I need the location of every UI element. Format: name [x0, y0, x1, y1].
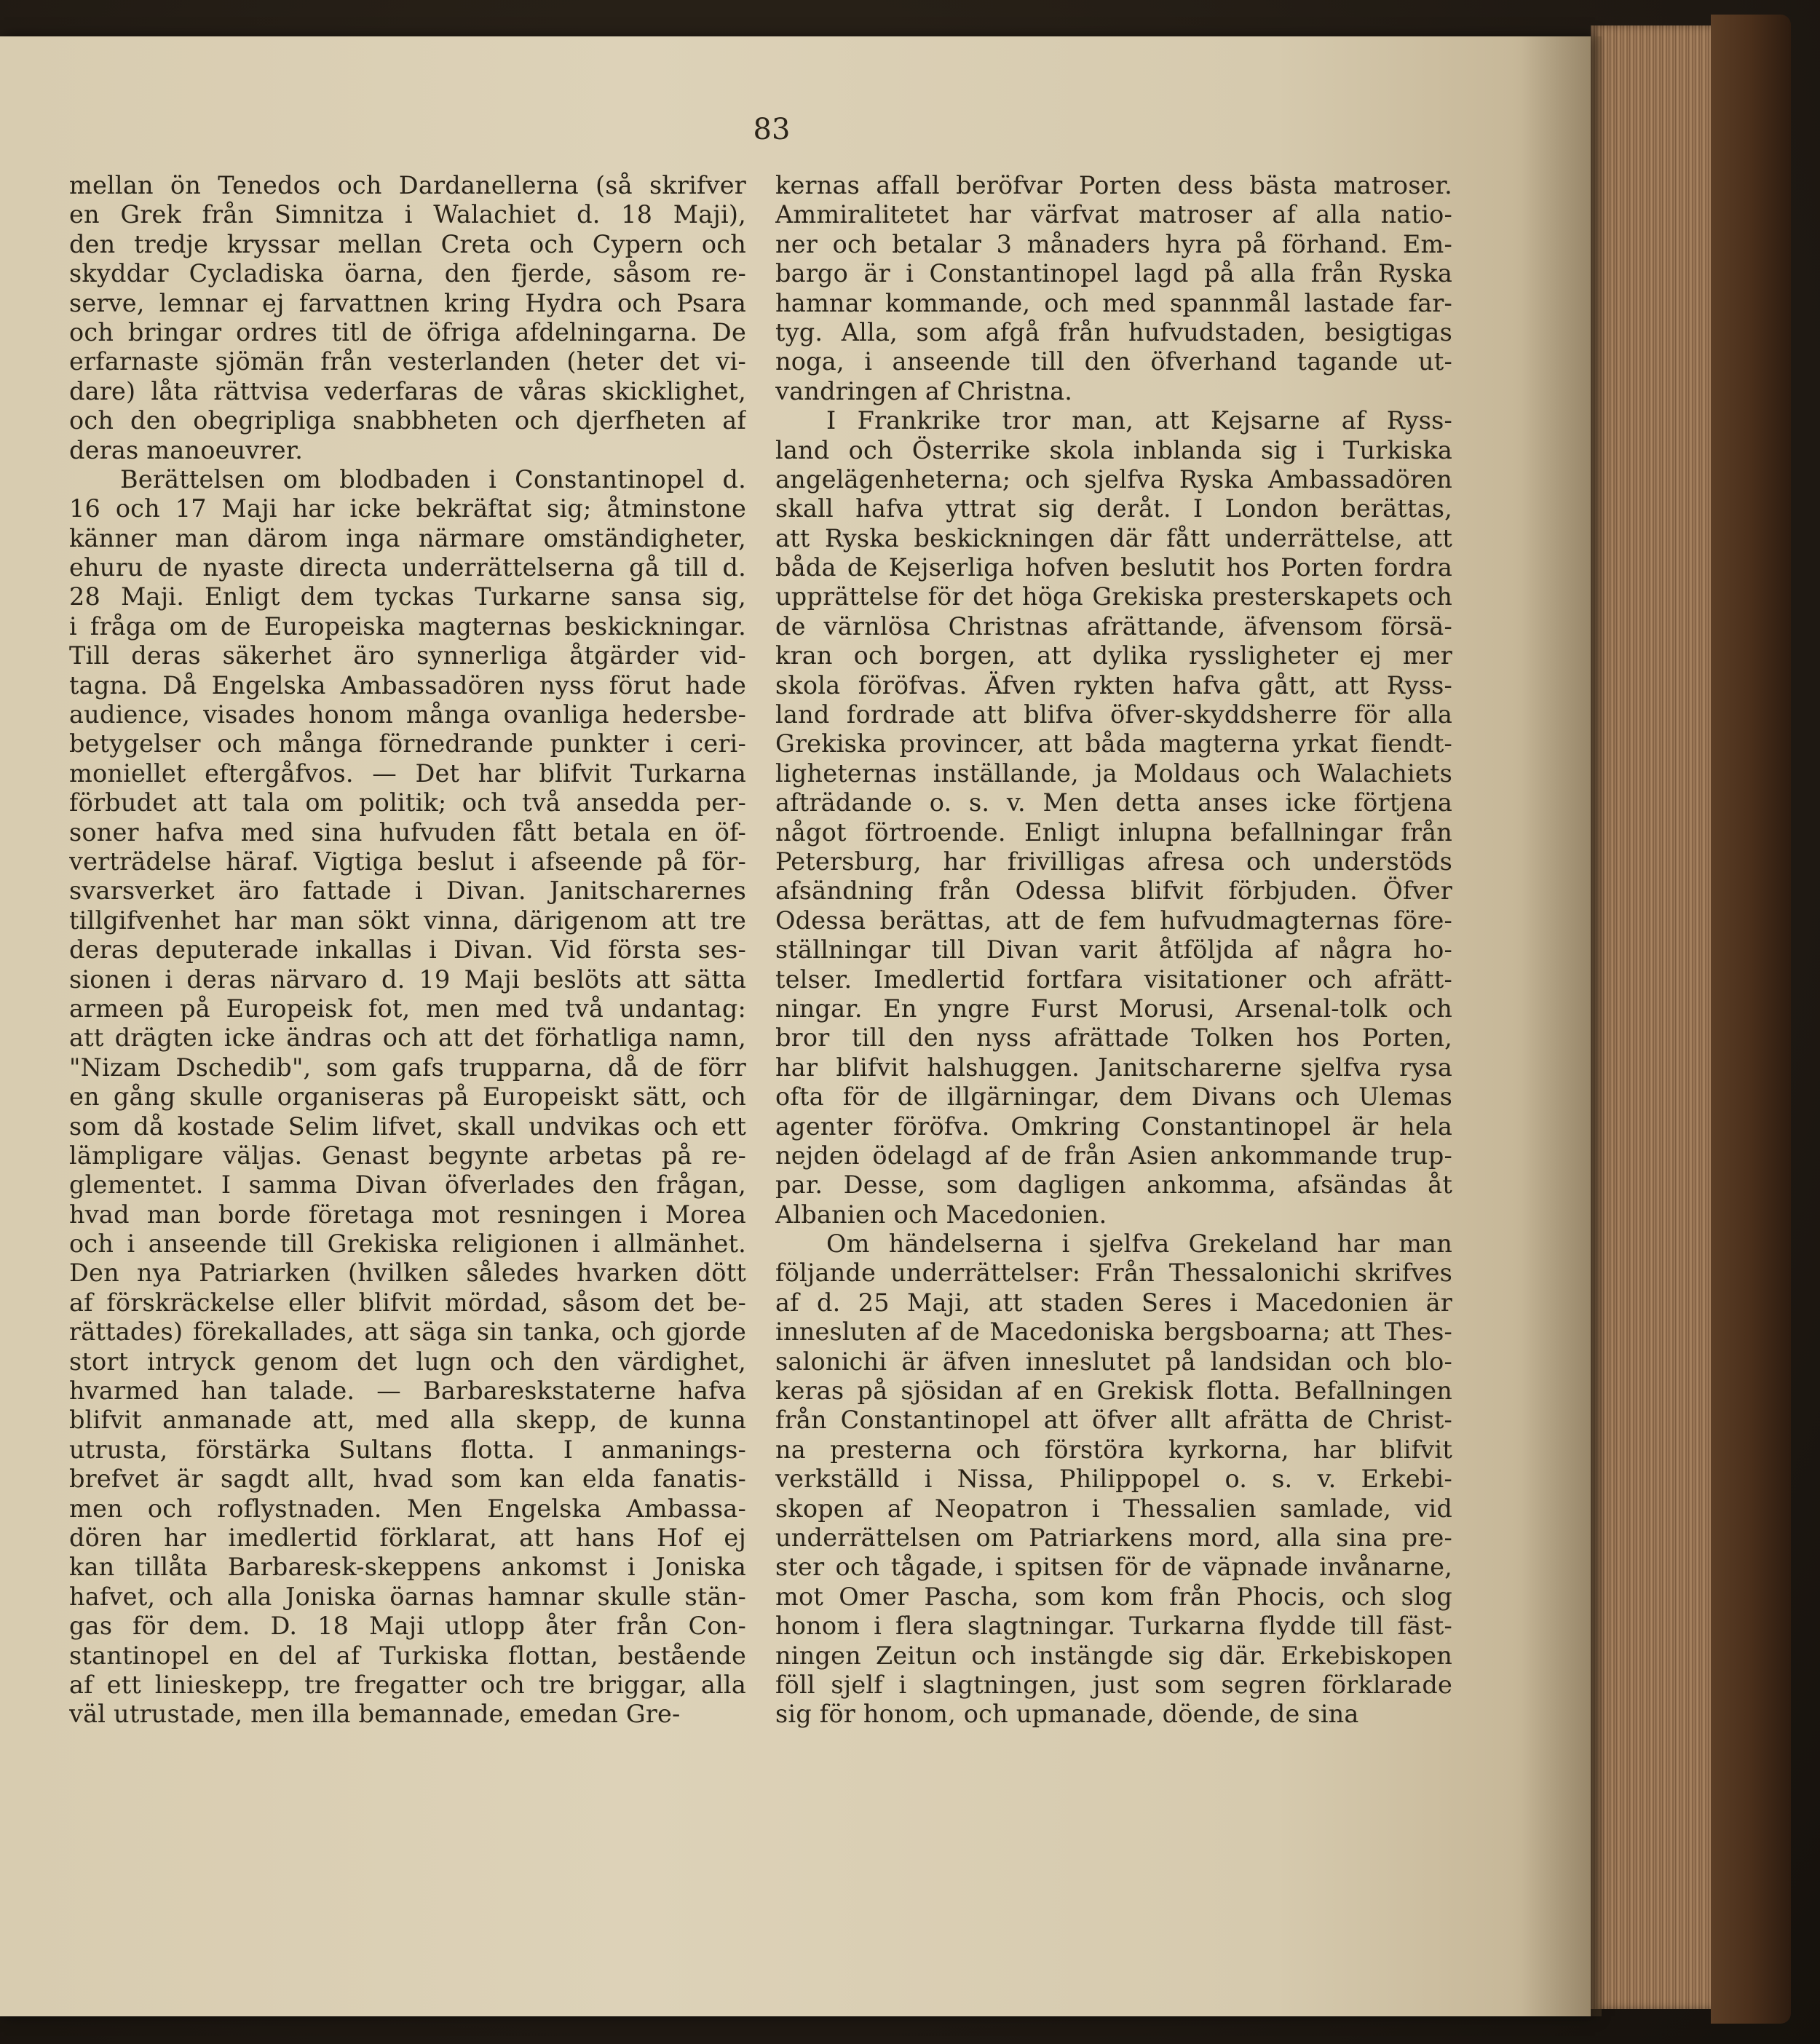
- text-line: tagna. Då Engelska Ambassadören nyss förut hade: [69, 670, 746, 700]
- text-line: upprättelse för det höga Grekiska presterskapets och: [775, 582, 1452, 611]
- text-line: armeen på Europeisk fot, men med två undantag:: [69, 994, 746, 1023]
- text-line: Grekiska provincer, att båda magterna yrkat fiendt-: [775, 729, 1452, 758]
- text-line: föll sjelf i slagtningen, just som segren förklarade: [775, 1670, 1452, 1699]
- text-line: Albanien och Macedonien.: [775, 1200, 1107, 1229]
- text-line: ehuru de nyaste directa underrättelserna gå till d.: [69, 553, 746, 582]
- text-line: följande underrättelser: Från Thessalonichi skrifves: [775, 1259, 1452, 1288]
- text-line: en gång skulle organiseras på Europeiskt sätt, och: [69, 1082, 746, 1112]
- text-line: hafvet, och alla Joniska öarnas hamnar skulle stän-: [69, 1582, 746, 1611]
- text-line: den tredje kryssar mellan Creta och Cypern och: [69, 229, 746, 258]
- text-line: känner man därom inga närmare omständigheter,: [69, 523, 746, 552]
- text-line: land fordrade att blifva öfver-skyddsherre för alla: [775, 700, 1452, 729]
- text-line: tyg. Alla, som afgå från hufvudstaden, besigtigas: [775, 317, 1452, 346]
- text-line: sig för honom, och upmanade, döende, de sina: [775, 1700, 1359, 1729]
- text-line: Till deras säkerhet äro synnerliga åtgärder vid-: [69, 641, 746, 670]
- text-line: na presterna och förstöra kyrkorna, har blifvit: [775, 1435, 1452, 1464]
- text-line: ofta för de illgärningar, dem Divans och Ulemas: [775, 1082, 1452, 1112]
- text-line: kernas affall beröfvar Porten dess bästa matroser.: [775, 171, 1452, 199]
- text-line: 28 Maji. Enligt dem tyckas Turkarne sansa sig,: [69, 582, 746, 611]
- text-line: agenter föröfva. Omkring Constantinopel är hela: [775, 1112, 1452, 1141]
- text-line: som då kostade Selim lifvet, skall undvikas och ett: [69, 1112, 746, 1141]
- text-line: rättades) förekallades, att säga sin tanka, och gjorde: [69, 1318, 746, 1347]
- text-line: Berättelsen om blodbaden i Constantinopel d.: [120, 464, 746, 494]
- text-line: att drägten icke ändras och att det förhatliga namn,: [69, 1023, 746, 1053]
- text-line: blifvit anmanade att, med alla skepp, de kunna: [69, 1406, 746, 1435]
- text-line: de värnlösa Christnas afrättande, äfvensom försä-: [775, 611, 1452, 641]
- text-line: deras manoeuvrer.: [69, 435, 304, 464]
- text-line: angelägenheterna; och sjelfva Ryska Ambassadören: [775, 464, 1452, 494]
- text-line: brefvet är sagdt allt, hvad som kan elda fanatis-: [69, 1465, 746, 1494]
- text-line: och den obegripliga snabbheten och djerfheten af: [69, 406, 746, 435]
- text-line: mot Omer Pascha, som kom från Phocis, och slog: [775, 1582, 1452, 1611]
- text-line: dören har imedlertid förklarat, att hans Hof ej: [69, 1523, 746, 1552]
- text-line: stort intryck genom det lugn och den värdighet,: [69, 1347, 746, 1376]
- text-line: båda de Kejserliga hofven beslutit hos Porten fordra: [775, 553, 1452, 582]
- text-line: skyddar Cycladiska öarna, den fjerde, såsom re-: [69, 259, 746, 288]
- text-line: hvad man borde företaga mot resningen i Morea: [69, 1200, 746, 1229]
- text-line: I Frankrike tror man, att Kejsarne af Ryss-: [826, 406, 1452, 435]
- text-line: Om händelserna i sjelfva Grekeland har man: [826, 1229, 1452, 1259]
- text-line: och bringar ordres titl de öfriga afdelningarna. De: [69, 317, 746, 346]
- text-line: men och roflystnaden. Men Engelska Ambassa-: [69, 1494, 746, 1523]
- text-column-left: [69, 171, 746, 1730]
- text-line: i fråga om de Europeiska magternas beskickningar.: [69, 611, 746, 641]
- text-line: ningen Zeitun och instängde sig där. Erkebiskopen: [775, 1641, 1452, 1670]
- text-line: svarsverket äro fattade i Divan. Janitscharernes: [69, 876, 746, 906]
- text-line: dare) låta rättvisa vederfaras de våras skicklighet,: [69, 376, 746, 405]
- text-line: "Nizam Dschedib", som gafs trupparna, då de förr: [69, 1053, 746, 1082]
- text-line: skopen af Neopatron i Thessalien samlade, vid: [775, 1494, 1452, 1523]
- text-line: Den nya Patriarken (hvilken således hvarken dött: [69, 1259, 746, 1288]
- text-line: ningar. En yngre Furst Morusi, Arsenal-tolk och: [775, 994, 1452, 1023]
- text-line: par. Desse, som dagligen ankomma, afsändas åt: [775, 1170, 1452, 1200]
- text-line: skola föröfvas. Äfven rykten hafva gått, att Ryss-: [775, 670, 1452, 700]
- text-line: serve, lemnar ej farvattnen kring Hydra och Psara: [69, 288, 746, 317]
- text-line: Ammiralitetet har värfvat matroser af alla natio-: [775, 200, 1452, 229]
- text-line: honom i flera slagtningar. Turkarna flydde till fäst-: [775, 1612, 1452, 1641]
- text-line: hamnar kommande, och med spannmål lastade far-: [775, 288, 1452, 317]
- text-line: tillgifvenhet har man sökt vinna, därigenom att tre: [69, 906, 746, 935]
- text-line: mellan ön Tenedos och Dardanellerna (så skrifver: [69, 171, 746, 199]
- text-line: audience, visades honom många ovanliga hedersbe-: [69, 700, 746, 729]
- text-line: af ett linieskepp, tre fregatter och tre briggar, alla: [69, 1670, 746, 1699]
- text-line: hvarmed han talade. — Barbareskstaterne hafva: [69, 1376, 746, 1406]
- text-line: har blifvit halshuggen. Janitscharerne sjelfva rysa: [775, 1053, 1452, 1082]
- text-line: kran och borgen, att dylika ryssligheter ej mer: [775, 641, 1452, 670]
- text-line: afträdande o. s. v. Men detta anses icke förtjena: [775, 788, 1452, 817]
- text-line: stantinopel en del af Turkiska flottan, bestående: [69, 1641, 746, 1670]
- gutter-shadow: [1522, 36, 1602, 2016]
- text-line: glementet. I samma Divan öfverlades den frågan,: [69, 1170, 746, 1200]
- book-cover: [1711, 15, 1791, 2024]
- text-line: lämpligare väljas. Genast begynte arbetas på re-: [69, 1141, 746, 1170]
- text-line: från Constantinopel att öfver allt afrätta de Christ-: [775, 1406, 1452, 1435]
- text-line: underrättelsen om Patriarkens mord, alla sina pre-: [775, 1523, 1452, 1552]
- text-line: ligheternas inställande, ja Moldaus och Walachiets: [775, 758, 1452, 788]
- text-line: ställningar till Divan varit åtföljda af några ho-: [775, 935, 1452, 964]
- text-line: erfarnaste sjömän från vesterlanden (heter det vi-: [69, 347, 746, 376]
- text-line: afsändning från Odessa blifvit förbjuden. Öfver: [775, 876, 1452, 906]
- text-line: af d. 25 Maji, att staden Seres i Macedonien är: [775, 1288, 1452, 1317]
- page-edges: [1591, 25, 1711, 2009]
- text-line: betygelser och många förnedrande punkter i ceri-: [69, 729, 746, 758]
- text-line: innesluten af de Macedoniska bergsboarna; att Thes-: [775, 1318, 1452, 1347]
- text-line: att Ryska beskickningen där fått underrättelse, att: [775, 523, 1452, 552]
- text-line: keras på sjösidan af en Grekisk flotta. Befallningen: [775, 1376, 1452, 1406]
- text-line: verkställd i Nissa, Philippopel o. s. v. Erkebi-: [775, 1465, 1452, 1494]
- text-line: telser. Imedlertid fortfara visitationer och afrätt-: [775, 964, 1452, 994]
- text-line: väl utrustade, men illa bemannade, emedan Gre-: [69, 1700, 681, 1729]
- text-line: och i anseende till Grekiska religionen i allmänhet.: [69, 1229, 746, 1259]
- text-line: salonichi är äfven inneslutet på landsidan och blo-: [775, 1347, 1452, 1376]
- text-line: Odessa berättas, att de fem hufvudmagternas före-: [775, 906, 1452, 935]
- text-line: utrusta, förstärka Sultans flotta. I anmanings-: [69, 1435, 746, 1464]
- text-line: land och Österrike skola inblanda sig i Turkiska: [775, 435, 1452, 464]
- text-line: bror till den nyss afrättade Tolken hos Porten,: [775, 1023, 1452, 1053]
- text-line: förbudet att tala om politik; och två ansedda per-: [69, 788, 746, 817]
- text-line: vandringen af Christna.: [775, 376, 1073, 405]
- text-line: moniellet eftergåfvos. — Det har blifvit Turkarna: [69, 758, 746, 788]
- page-number: 83: [753, 113, 791, 146]
- text-line: soner hafva med sina hufvuden fått betala en öf-: [69, 817, 746, 847]
- text-line: något förtroende. Enligt inlupna befallningar från: [775, 817, 1452, 847]
- text-line: 16 och 17 Maji har icke bekräftat sig; åtminstone: [69, 494, 746, 523]
- text-line: verträdelse häraf. Vigtiga beslut i afseende på för-: [69, 847, 746, 876]
- text-line: en Grek från Simnitza i Walachiet d. 18 Maji),: [69, 200, 746, 229]
- text-line: ner och betalar 3 månaders hyra på förhand. Em-: [775, 229, 1452, 258]
- text-line: noga, i anseende till den öfverhand tagande ut-: [775, 347, 1452, 376]
- text-line: af förskräckelse eller blifvit mördad, såsom det be-: [69, 1288, 746, 1317]
- text-line: gas för dem. D. 18 Maji utlopp åter från Con-: [69, 1612, 746, 1641]
- text-line: kan tillåta Barbaresk-skeppens ankomst i Joniska: [69, 1553, 746, 1582]
- text-line: Petersburg, har frivilligas afresa och understöds: [775, 847, 1452, 876]
- text-line: sionen i deras närvaro d. 19 Maji beslöts att sätta: [69, 964, 746, 994]
- text-line: bargo är i Constantinopel lagd på alla från Ryska: [775, 259, 1452, 288]
- text-line: ster och tågade, i spitsen för de väpnade invånarne,: [775, 1553, 1452, 1582]
- text-line: deras deputerade inkallas i Divan. Vid första ses-: [69, 935, 746, 964]
- text-line: skall hafva yttrat sig deråt. I London berättas,: [775, 494, 1452, 523]
- text-column-right: [775, 171, 1452, 1730]
- text-line: nejden ödelagd af de från Asien ankommande trup-: [775, 1141, 1452, 1170]
